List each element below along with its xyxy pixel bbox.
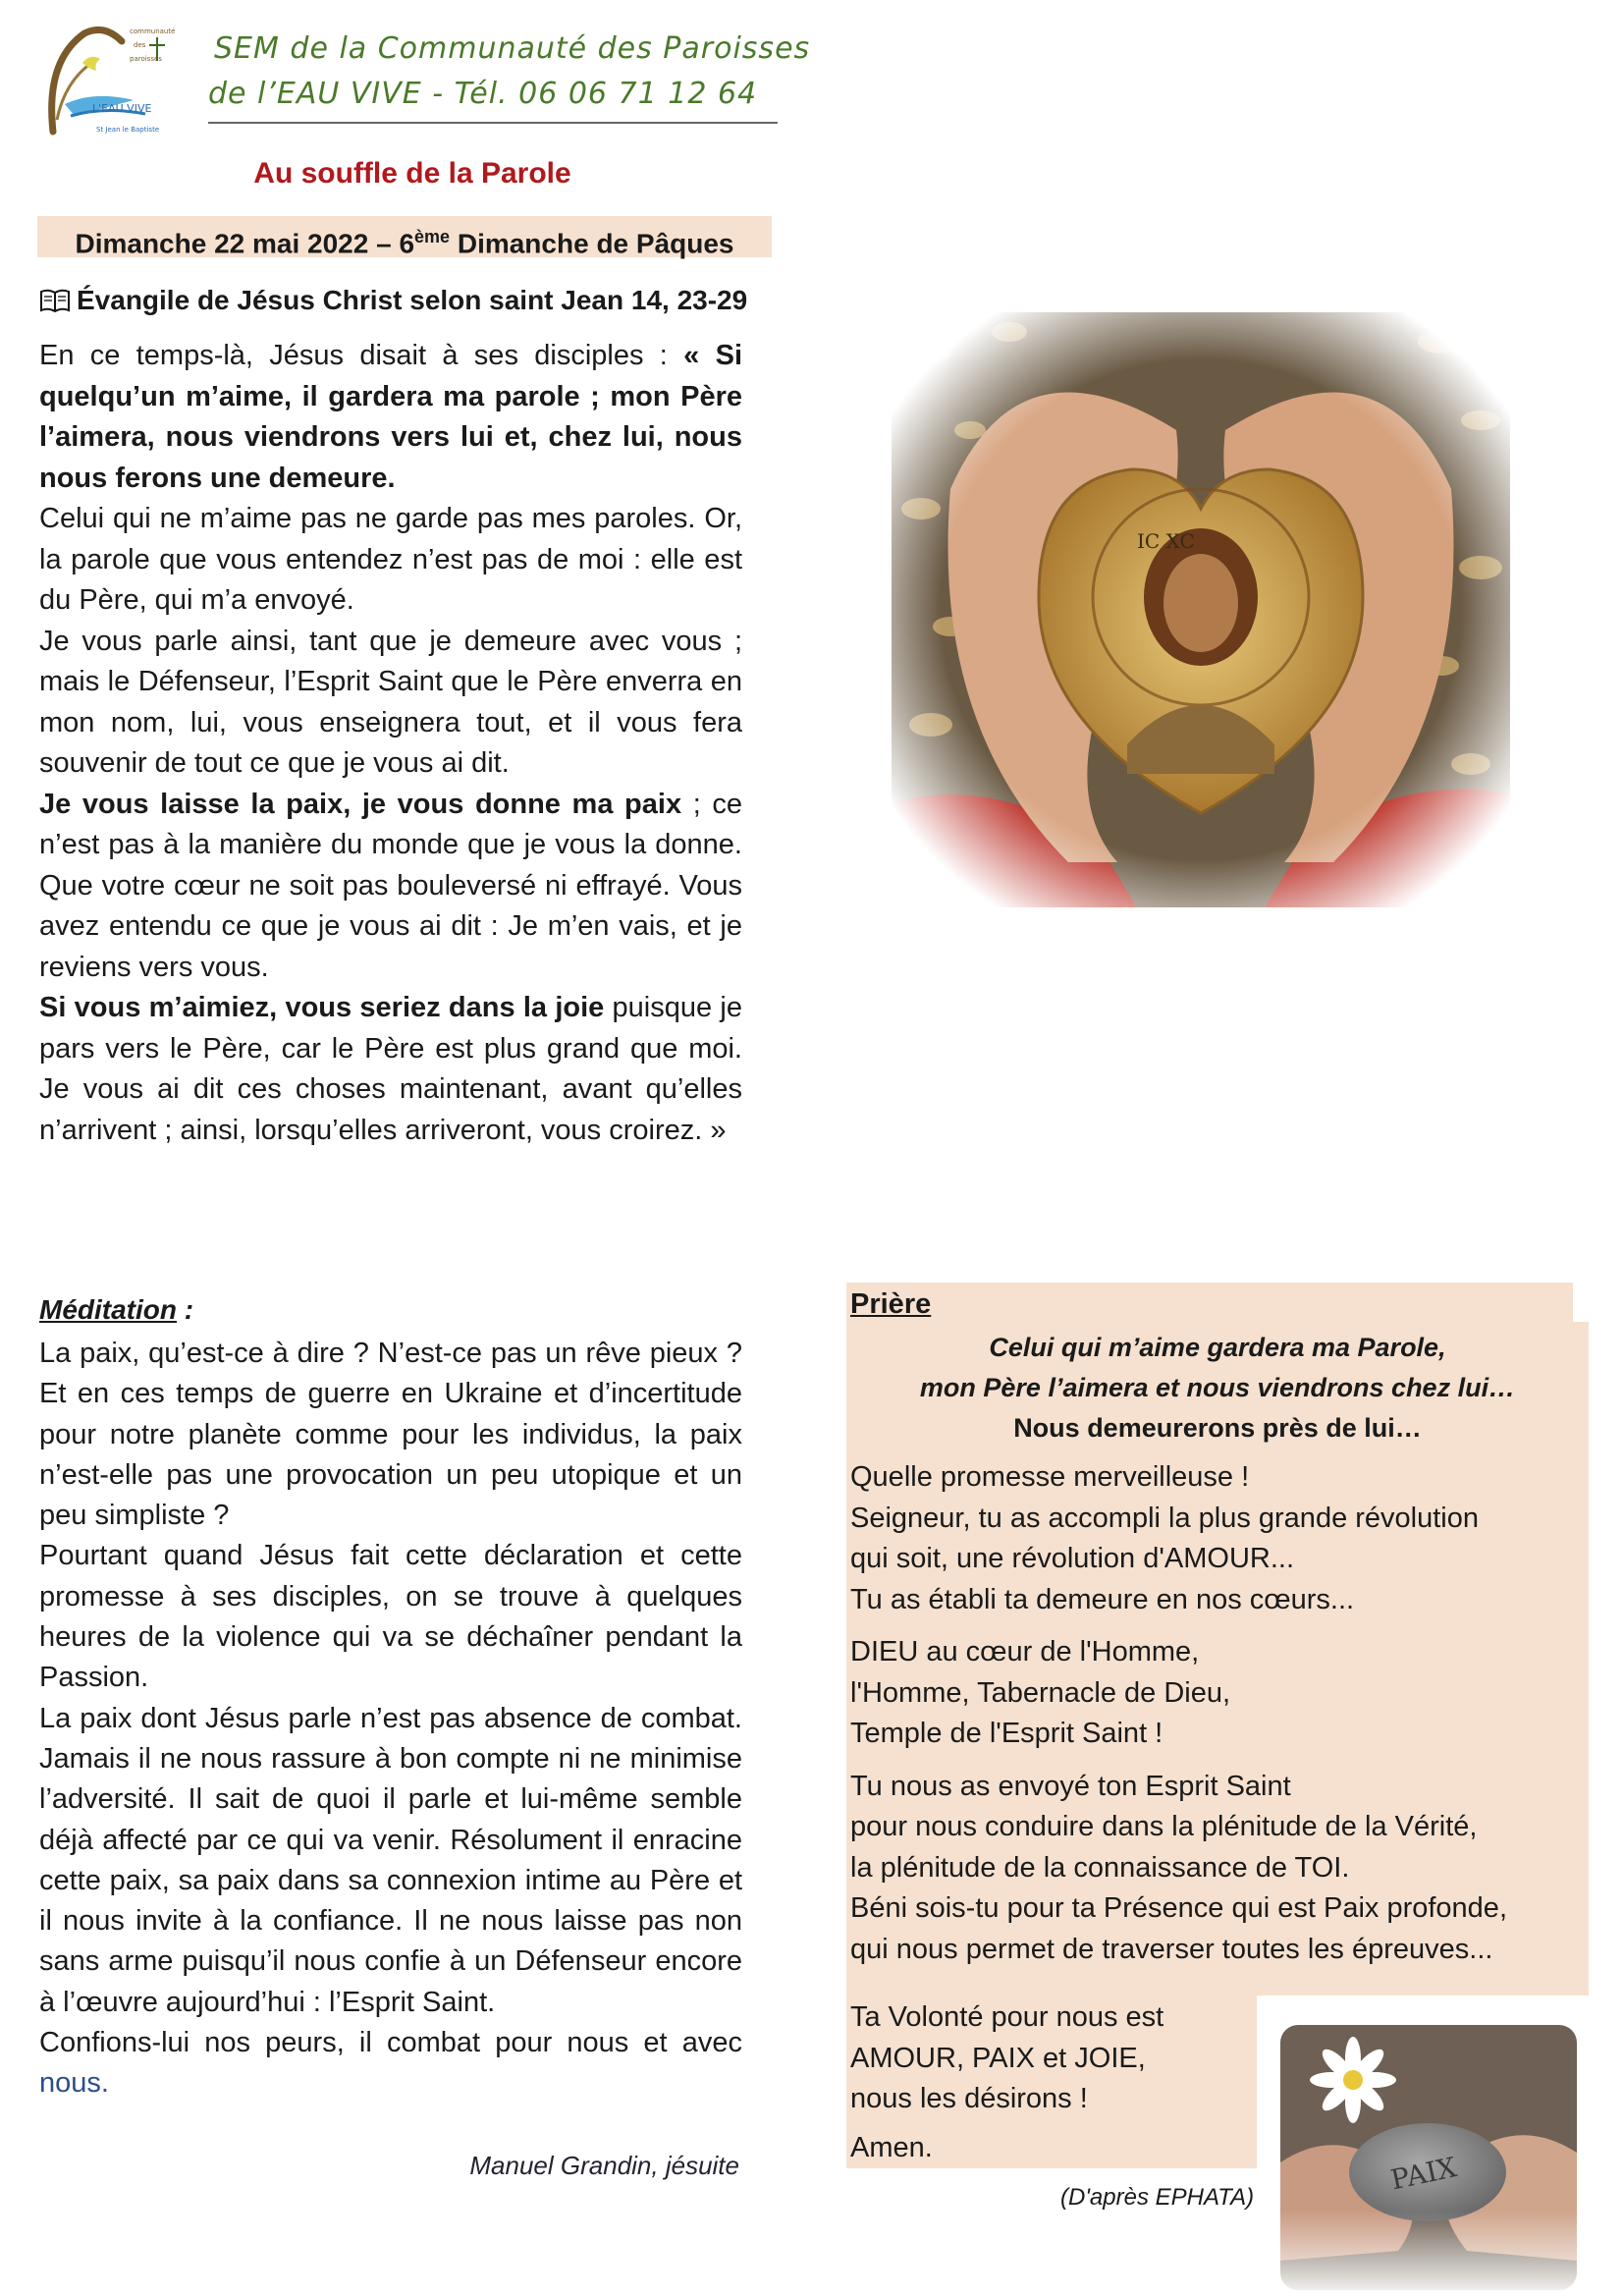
prayer-stanza (850, 1997, 1243, 2120)
svg-text:paroisses: paroisses (130, 55, 162, 63)
sem-title-line1: SEM de la Communauté des Paroisses (214, 31, 811, 66)
svg-text:L'EAU VIVE: L'EAU VIVE (92, 102, 152, 115)
header-divider (208, 122, 778, 124)
gospel-reference-text: Évangile de Jésus Christ selon saint Jean 14, 23-29 (77, 285, 748, 315)
gospel-bold-joy: Si vous m’aimiez, vous seriez dans la joie (39, 992, 605, 1023)
gospel-bold-peace: Je vous laisse la paix, je vous donne ma paix (39, 788, 682, 820)
prayer-line: Seigneur, tu as accompli la plus grande révolution (850, 1502, 1479, 1534)
prayer-line: Quelle promesse merveilleuse ! (850, 1461, 1250, 1493)
prayer-line: la plénitude de la connaissance de TOI. (850, 1851, 1350, 1884)
prayer-stanza (850, 1767, 1587, 1971)
prayer-line: pour nous conduire dans la plénitude de la Vérité, (850, 1811, 1478, 1842)
prayer-line: AMOUR, PAIX et JOIE, (850, 2042, 1146, 2074)
prayer-heading (850, 1288, 931, 1321)
prayer-line: DIEU au cœur de l'Homme, (850, 1636, 1200, 1667)
prayer-line: qui nous permet de traverser toutes les épreuves... (850, 1933, 1493, 1965)
date-text-before: Dimanche 22 mai 2022 – 6 (75, 228, 415, 259)
prayer-closing (850, 1997, 1243, 2168)
prayer-intro-line: Nous demeurerons près de lui… (1013, 1413, 1422, 1443)
prayer-line: Béni sois-tu pour ta Présence qui est Paix profonde, (850, 1892, 1507, 1924)
meditation-last-word: nous. (39, 2067, 109, 2100)
prayer-line: Ta Volonté pour nous est (850, 2001, 1164, 2033)
prayer-line: Tu nous as envoyé ton Esprit Saint (850, 1770, 1291, 1802)
prayer-source: (D'après EPHATA) (1060, 2184, 1255, 2211)
gospel-paragraph: Je vous parle ainsi, tant que je demeure avec vous ; mais le Défenseur, l’Esprit Saint que le Père enverra en mon nom, lui, vous enseignera tout, et il vous fera souvenir de tout ce que je vous ai dit. (39, 625, 742, 779)
meditation-text-span: Confions-lui nos peurs, il combat pour nous et avec (39, 2027, 742, 2059)
jesus-icon-in-hands-image (892, 312, 1510, 907)
book-icon (39, 288, 71, 313)
gospel-bold-quote: « Si quelqu’un m’aime, il gardera ma parole ; mon Père l’aimera, nous viendrons vers lui et, chez lui, nous nous ferons une demeure. (39, 340, 742, 494)
parish-logo (35, 22, 183, 137)
prayer-stanza (850, 1457, 1587, 1620)
meditation-paragraph (39, 2023, 742, 2105)
gospel-text-span: ; ce n’est pas à la manière du monde que je vous la donne. Que votre cœur ne soit pas bouleversé ni effrayé. Vous avez entendu ce que je vous ai dit : Je m’en vais, et je reviens vers vous. (39, 788, 742, 983)
svg-text:communauté: communauté (130, 27, 176, 35)
meditation-heading (39, 1294, 193, 1326)
meditation-paragraph: Pourtant quand Jésus fait cette déclaration et cette promesse à ses disciples, on se trouve à quelques heures de la violence qui va se déchaîner pendant la Passion. (39, 1540, 742, 1694)
prayer-line: qui soit, une révolution d'AMOUR... (850, 1543, 1295, 1574)
gospel-paragraph (39, 988, 742, 1151)
date-superscript: ème (414, 227, 451, 246)
date-banner (37, 216, 772, 257)
prayer-line: l'Homme, Tabernacle de Dieu, (850, 1676, 1231, 1709)
svg-text:des: des (134, 41, 146, 49)
svg-text:St Jean le Baptiste: St Jean le Baptiste (96, 126, 160, 134)
gospel-text-span: puisque je pars vers le Père, car le Père est plus grand que moi. Je vous ai dit ces choses maintenant, avant qu’elles n’arrivent ; ainsi, lorsqu’elles arriveront, vous croirez. » (39, 992, 742, 1146)
gospel-reference (39, 285, 747, 316)
prayer-intro-line: Celui qui m’aime gardera ma Parole, (989, 1333, 1446, 1362)
prayer-line: nous les désirons ! (850, 2083, 1088, 2114)
gospel-paragraph: Celui qui ne m’aime pas ne garde pas mes paroles. Or, la parole que vous entendez n’est pas de moi : elle est du Père, qui m’a envoyé. (39, 503, 742, 616)
prayer-heading-text: Prière (850, 1288, 932, 1320)
prayer-intro-line: mon Père l’aimera et nous viendrons chez lui… (919, 1373, 1516, 1402)
page-title: Au souffle de la Parole (253, 157, 571, 190)
sem-title-line2: de l’EAU VIVE - Tél. 06 06 71 12 64 (208, 77, 758, 111)
gospel-text (39, 336, 742, 1151)
prayer-background (846, 1283, 1573, 1322)
prayer-intro (846, 1328, 1589, 1449)
gospel-paragraph (39, 785, 742, 989)
meditation-heading-suffix: : (177, 1294, 194, 1325)
prayer-line: Temple de l'Esprit Saint ! (850, 1718, 1163, 1749)
meditation-text (39, 1334, 742, 2105)
prayer-body (850, 1457, 1587, 1982)
meditation-paragraph: La paix dont Jésus parle n’est pas absence de combat. Jamais il ne nous rassure à bon compte ni ne minimise l’adversité. Il sait de quoi il parle et lui-même semble déjà affecté par ce qui va venir. Résolument il enracine cette paix, sa paix dans sa connexion intime au Père et il nous invite à la confiance. Il ne nous laisse pas non sans arme puisqu’il nous confie à un Défenseur encore à l’œuvre aujourd’hui : l’Esprit Saint. (39, 1702, 742, 2018)
meditation-author: Manuel Grandin, jésuite (469, 2151, 739, 2180)
gospel-intro: En ce temps-là, Jésus disait à ses disciples : (39, 340, 684, 371)
prayer-stanza (850, 1632, 1587, 1755)
prayer-line: Tu as établi ta demeure en nos cœurs... (850, 1583, 1355, 1615)
meditation-paragraph: La paix, qu’est-ce à dire ? N’est-ce pas un rêve pieux ? Et en ces temps de guerre en Ukraine et d’incertitude pour notre planète comme pour les individus, la paix n’est-elle pas une provocation un peu utopique et un peu simpliste ? (39, 1338, 742, 1532)
meditation-heading-text: Méditation (39, 1294, 177, 1325)
date-text-after: Dimanche de Pâques (450, 228, 734, 259)
gospel-paragraph (39, 336, 742, 499)
paix-stone-image (1280, 2025, 1577, 2290)
prayer-amen: Amen. (850, 2131, 933, 2163)
